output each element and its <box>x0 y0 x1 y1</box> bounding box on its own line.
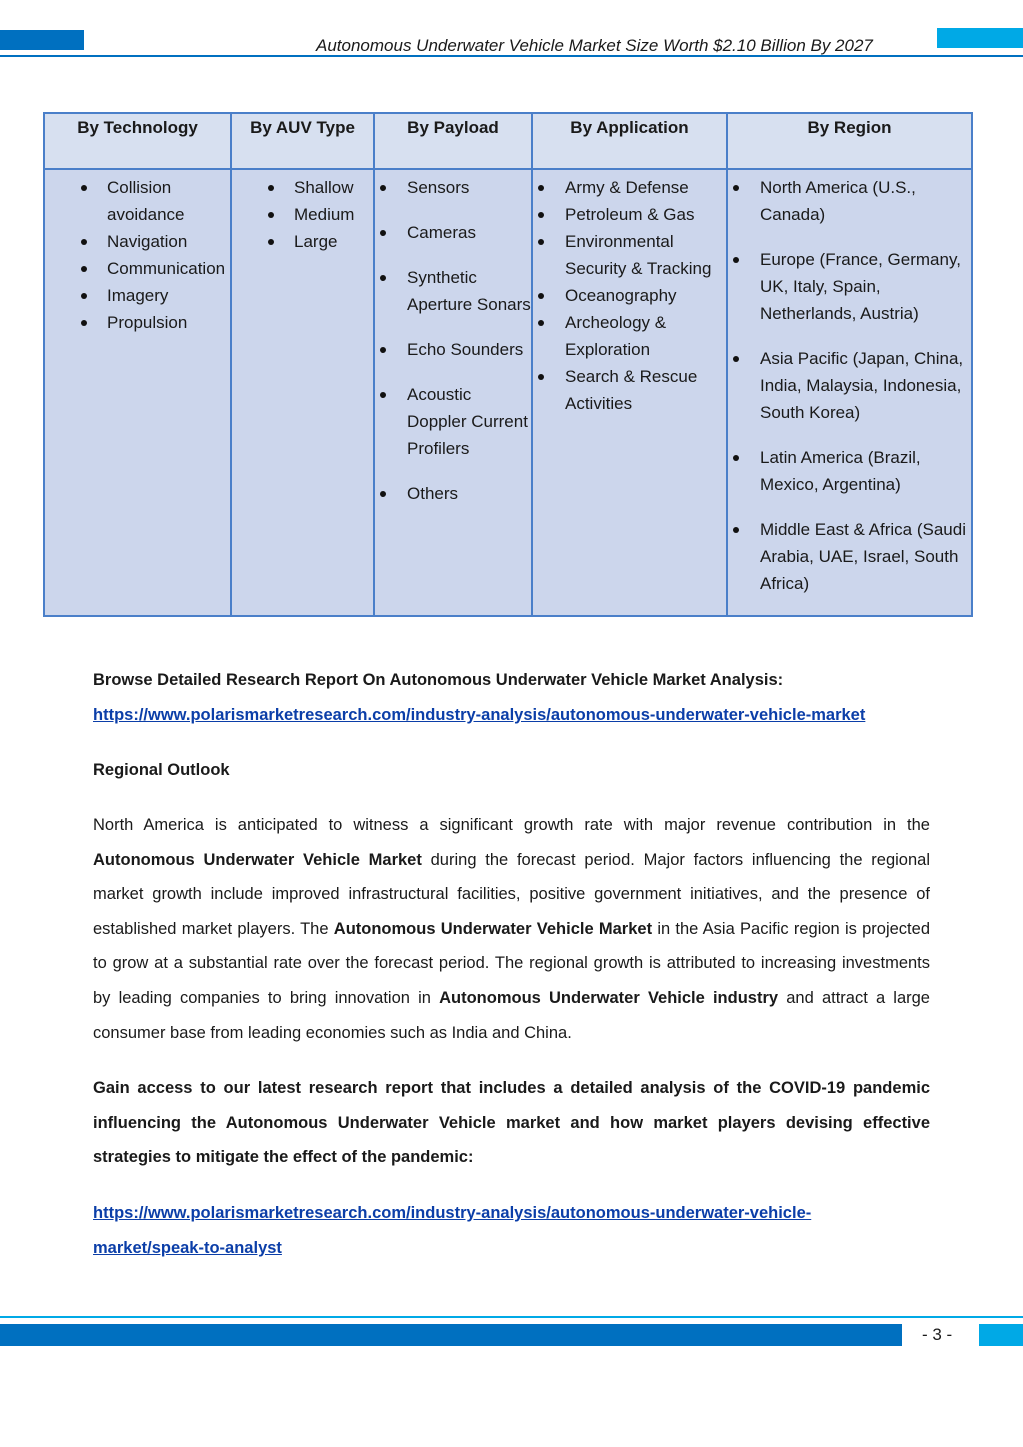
browse-report-link[interactable]: https://www.polarismarketresearch.com/industry-analysis/autonomous-underwater-vehicle-market <box>93 705 866 724</box>
list-item: North America (U.S., Canada) <box>728 174 971 228</box>
header-title: Autonomous Underwater Vehicle Market Size Worth $2.10 Billion By 2027 <box>316 36 873 55</box>
paragraph-text: North America is anticipated to witness a significant growth rate with major revenue contribution in the <box>93 816 930 834</box>
application-cell <box>532 169 727 616</box>
browse-label: Browse Detailed Research Report On Autonomous Underwater Vehicle Market Analysis: <box>93 671 784 689</box>
bold-phrase: Autonomous Underwater Vehicle Market <box>333 919 653 938</box>
covid-link-section <box>93 1196 930 1265</box>
list-item: Search & Rescue Activities <box>533 363 726 417</box>
link-line-1: https://www.polarismarketresearch.com/industry-analysis/autonomous-underwater-vehicle- <box>93 1204 812 1222</box>
list-item: Navigation <box>45 228 230 255</box>
link-line-2: market/speak-to-analyst <box>93 1238 282 1257</box>
speak-to-analyst-link[interactable] <box>93 1204 811 1257</box>
payload-cell <box>374 169 532 616</box>
list-item: Others <box>375 480 531 507</box>
list-item: Collision avoidance <box>45 174 230 228</box>
list-item: Middle East & Africa (Saudi Arabia, UAE, Israel, South Africa) <box>728 516 971 597</box>
footer-accent-right <box>979 1324 1023 1346</box>
list-item: Echo Sounders <box>375 336 531 363</box>
bold-phrase: Autonomous Underwater Vehicle Market <box>93 850 422 869</box>
list-item: Shallow <box>232 174 373 201</box>
segmentation-table <box>43 112 973 617</box>
list-item: Latin America (Brazil, Mexico, Argentina) <box>728 444 971 498</box>
auv-type-cell <box>231 169 374 616</box>
list-item: Cameras <box>375 219 531 246</box>
list-item: Propulsion <box>45 309 230 336</box>
header-auv-type: By AUV Type <box>231 113 374 169</box>
paragraph-text: and attract a large consumer base from leading economies such as India and China. <box>93 988 930 1042</box>
list-item: Environmental Security & Tracking <box>533 228 726 282</box>
list-item: Archeology & Exploration <box>533 309 726 363</box>
paragraph-text: in the Asia Pacific region is projected to grow at a substantial rate over the forecast period. The regional growth is attributed to increasing investments by leading companies to bring innovation in <box>93 919 930 1007</box>
browse-section <box>93 663 930 732</box>
list-item: Acoustic Doppler Current Profilers <box>375 381 531 462</box>
footer-rule <box>0 1316 1023 1318</box>
header-rule <box>0 55 1023 57</box>
segmentation-body-row <box>44 169 972 616</box>
footer-bar <box>0 1324 902 1346</box>
header-application: By Application <box>532 113 727 169</box>
header-region: By Region <box>727 113 972 169</box>
auv-type-list <box>232 174 373 255</box>
header-accent-left <box>0 30 84 50</box>
region-cell <box>727 169 972 616</box>
list-item: Medium <box>232 201 373 228</box>
payload-list <box>375 174 531 507</box>
list-item: Petroleum & Gas <box>533 201 726 228</box>
list-item: Synthetic Aperture Sonars <box>375 264 531 318</box>
list-item: Communication <box>45 255 230 282</box>
list-item: Army & Defense <box>533 174 726 201</box>
bold-phrase: Autonomous Underwater Vehicle industry <box>439 988 779 1007</box>
section-heading: Regional Outlook <box>93 761 230 779</box>
technology-cell <box>44 169 231 616</box>
list-item: Sensors <box>375 174 531 201</box>
list-item: Imagery <box>45 282 230 309</box>
regional-outlook-paragraph <box>93 808 930 1050</box>
segmentation-header-row <box>44 113 972 169</box>
list-item: Europe (France, Germany, UK, Italy, Spain, Netherlands, Austria) <box>728 246 971 327</box>
page-number: - 3 - <box>922 1325 953 1344</box>
covid-text: Gain access to our latest research report that includes a detailed analysis of the COVID-19 pandemic influencing the Autonomous Underwater Vehicle market and how market players devising effective strategies to mitigate the effect of the pandemic: <box>93 1079 930 1167</box>
application-list <box>533 174 726 417</box>
paragraph-text: during the forecast period. Major factors influencing the regional market growth include improved infrastructural facilities, positive government initiatives, and the presence of established market players. The <box>93 850 930 938</box>
list-item: Large <box>232 228 373 255</box>
header-technology: By Technology <box>44 113 231 169</box>
region-list <box>728 174 971 597</box>
regional-outlook-heading <box>93 753 930 788</box>
covid-section <box>93 1071 930 1175</box>
header-payload: By Payload <box>374 113 532 169</box>
header-accent-right <box>937 28 1023 48</box>
list-item: Oceanography <box>533 282 726 309</box>
technology-list <box>45 174 230 336</box>
list-item: Asia Pacific (Japan, China, India, Malaysia, Indonesia, South Korea) <box>728 345 971 426</box>
